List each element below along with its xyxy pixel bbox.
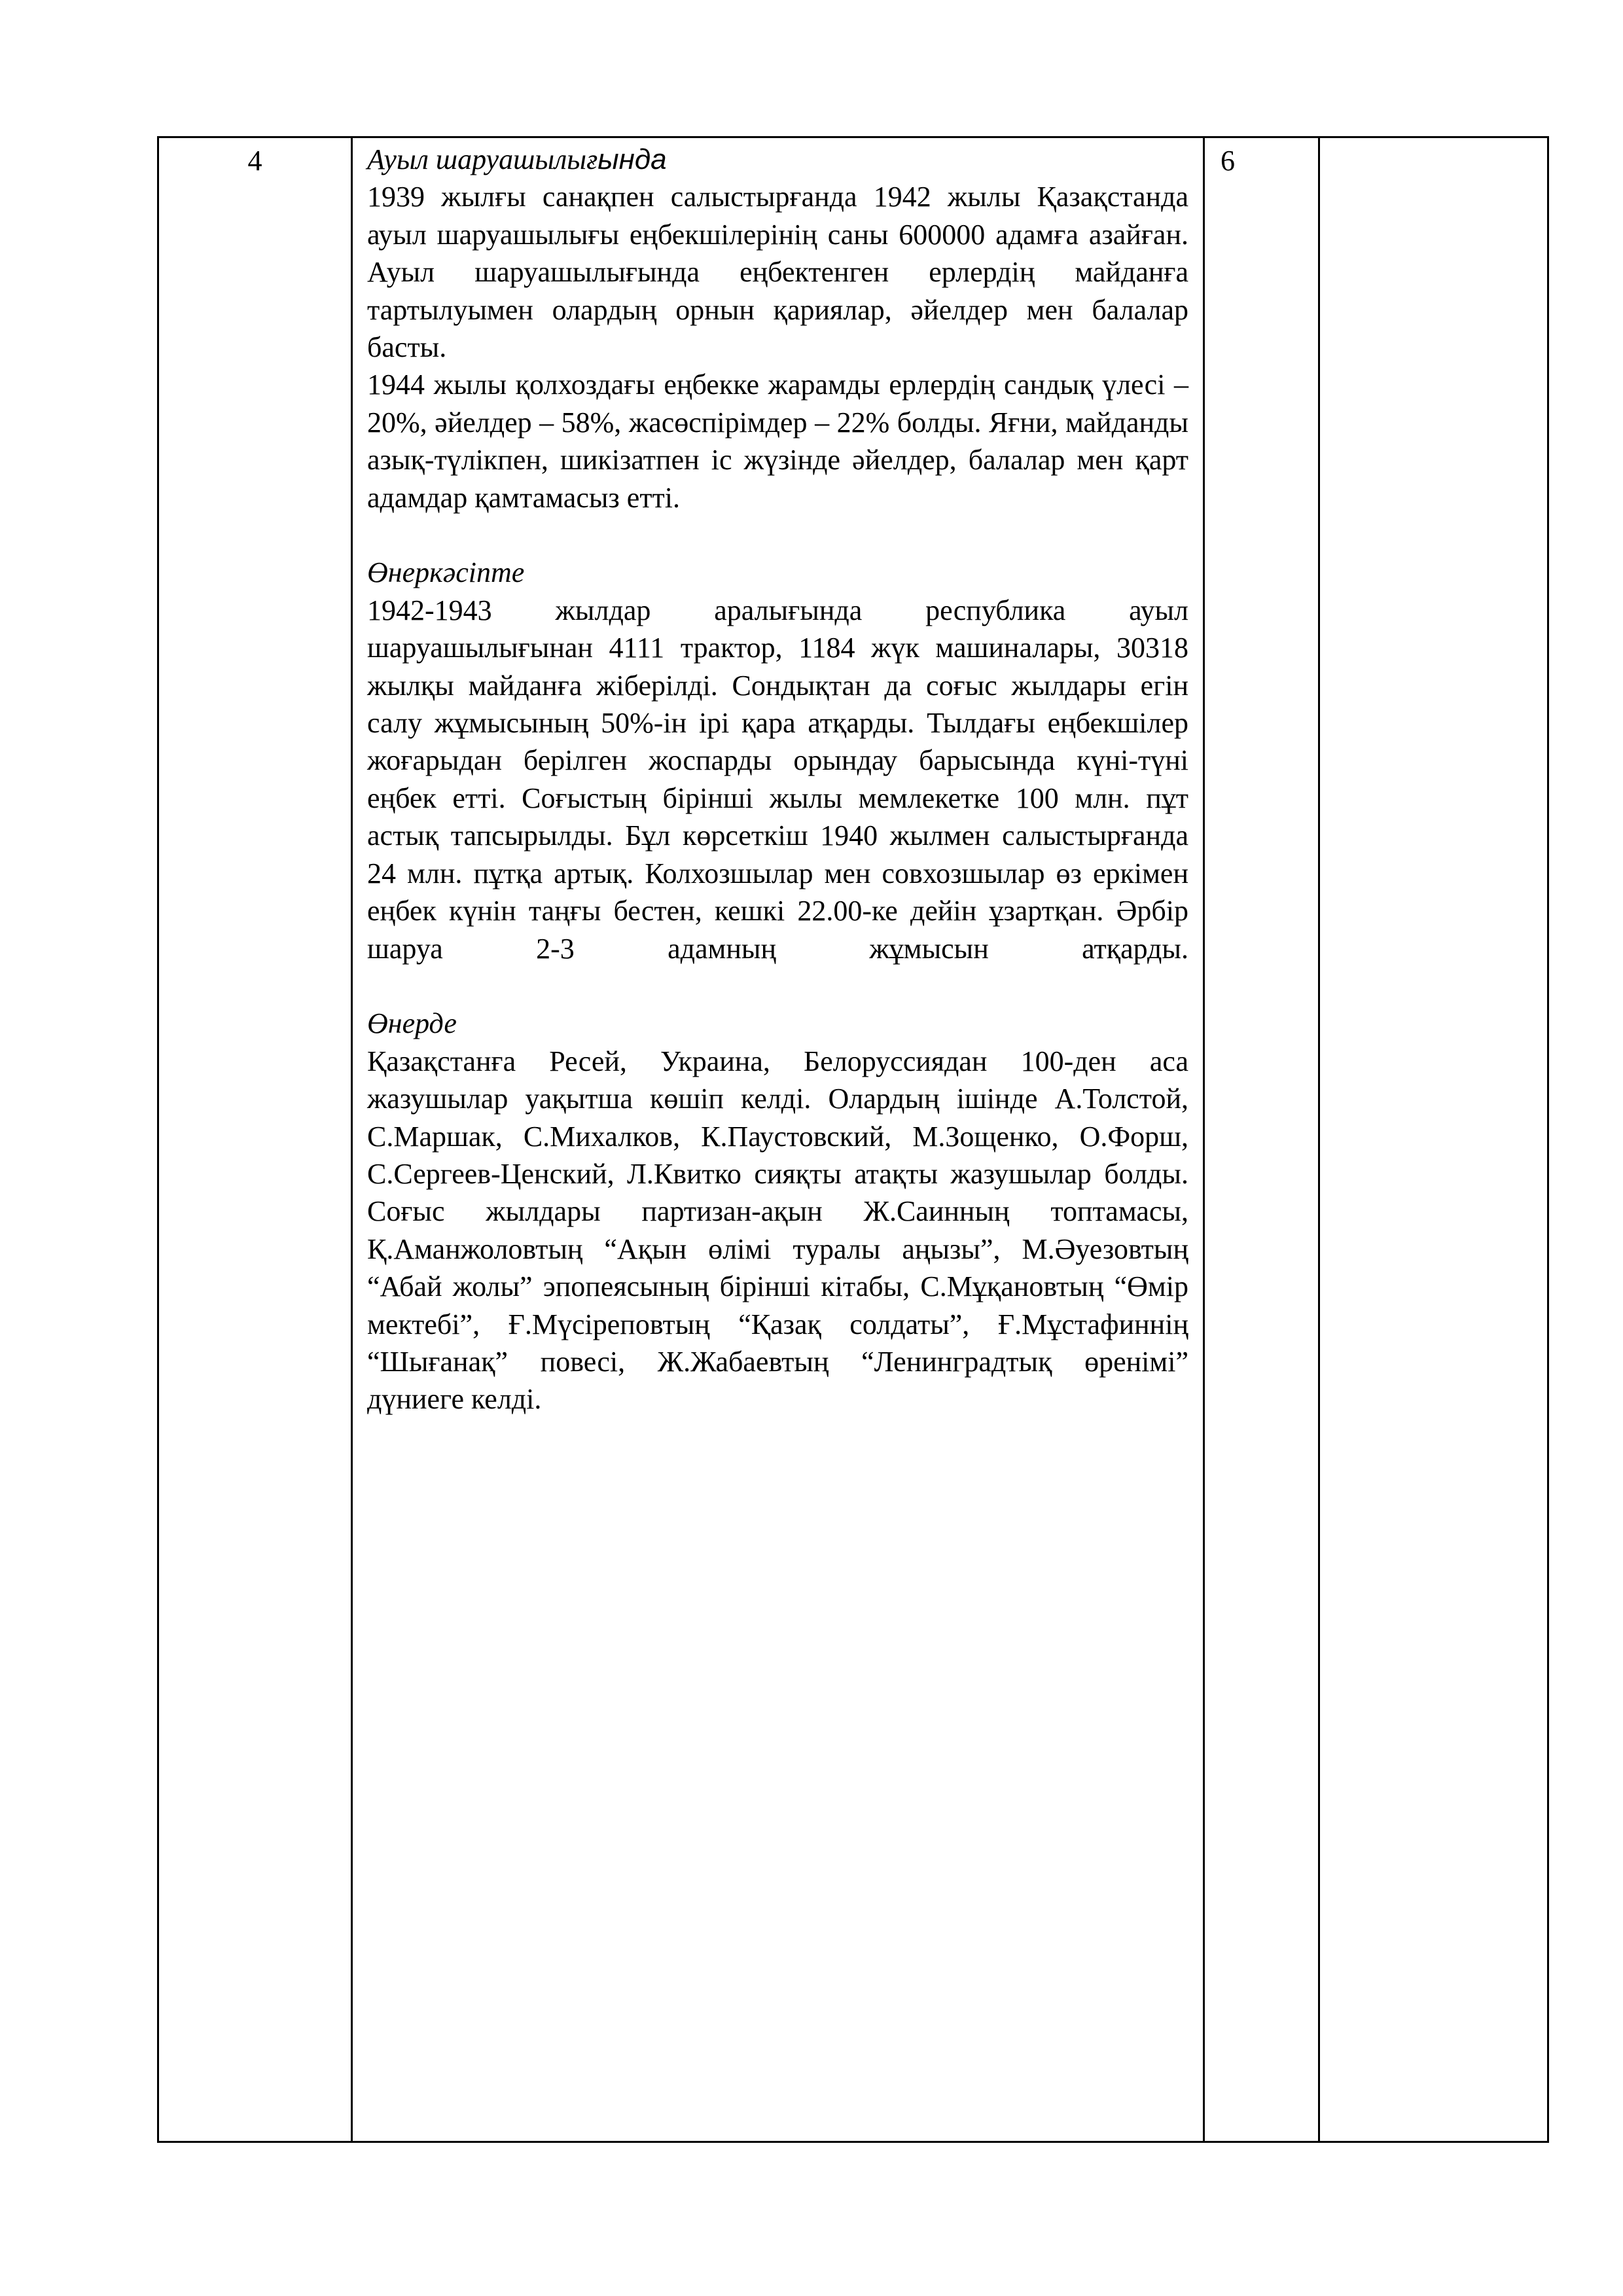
- arts-paragraph: Қазақстанға Ресей, Украина, Белоруссиядан 100-ден аса жазушылар уақытша көшіп келді. Олардың ішінде А.Толстой, С.Маршак, С.Михалков, К.Паустовский, М.Зощенко, О.Форш, С.Сергеев-Ценский, Л.Квитко сияқты атақты жазушылар болды. Соғыс жылдары партизан-ақын Ж.Саинның топтамасы, Қ.Аманжоловтың “Ақын өлімі туралы аңызы”, М.Әуезовтың “Абай жолы” эпопеясының бірінші кітабы, С.Мұқановтың “Өмір мектебі”, Ғ.Мүсіреповтың “Қазақ солдаты”, Ғ.Мұстафиннің “Шығанақ” повесі, Ж.Жабаевтың “Ленинградтық өренімі” дүниеге келді.: [367, 1045, 1188, 1416]
- agriculture-paragraph-2: 1944 жылы қолхоздағы еңбекке жарамды ерлердің сандық үлесі – 20%, әйелдер – 58%, жасөспірімдер – 22% болды. Яғни, майданды азық-түлікпен, шикізатпен іс жүзінде әйелдер, балалар мен қарт адамдар қамтамасыз етті.: [367, 368, 1188, 514]
- section-title-agriculture: [367, 141, 1188, 178]
- row-number: 4: [247, 145, 262, 177]
- content-cell: [352, 137, 1204, 2142]
- notes-cell: [1319, 137, 1548, 2142]
- section-title-arts: [367, 1005, 1188, 1042]
- section-title-agriculture-main: Ауыл шаруашылығ: [367, 143, 598, 175]
- section-spacer: [367, 516, 1188, 554]
- section-title-arts-main: Өнерде: [367, 1007, 457, 1040]
- industry-paragraph: 1942-1943 жылдар аралығында республика ауыл шаруашылығынан 4111 трактор, 1184 жүк машиналары, 30318 жылқы майданға жіберілді. Сондықтан да соғыс жылдары егін салу жұмысының 50%-ін ірі қара атқарды. Тылдағы еңбекшілер жоғарыдан берілген жоспарды орындау барысында күні-түні еңбек етті. Соғыстың бірінші жылы мемлекетке 100 млн. пұт астық тапсырылды. Бұл көрсеткіш 1940 жылмен салыстырғанда 24 млн. пұтқа артық. Колхозшылар мен совхозшылар өз еркімен еңбек күнін таңғы бестен, кешкі 22.00-ке дейін ұзартқан. Әрбір шаруа 2-3 адамның жұмысын атқарды.: [367, 594, 1188, 965]
- section-spacer: [367, 967, 1188, 1005]
- lesson-plan-table: [157, 136, 1549, 2143]
- row-number-cell: [158, 137, 352, 2142]
- section-title-industry: [367, 554, 1188, 591]
- hours-cell: [1204, 137, 1319, 2142]
- hours-value: 6: [1221, 145, 1235, 177]
- section-title-industry-main: Өнеркәсіпте: [367, 556, 525, 589]
- section-title-agriculture-tail: ында: [597, 143, 667, 175]
- agriculture-paragraph-1: 1939 жылғы санақпен салыстырғанда 1942 жылы Қазақстанда ауыл шаруашылығы еңбекшілерінің саны 600000 адамға азайған. Ауыл шаруашылығында еңбектенген ерлердің майданға тартылуымен олардың орнын қариялар, әйелдер мен балалар басты.: [367, 181, 1188, 364]
- table-row: [158, 137, 1548, 2142]
